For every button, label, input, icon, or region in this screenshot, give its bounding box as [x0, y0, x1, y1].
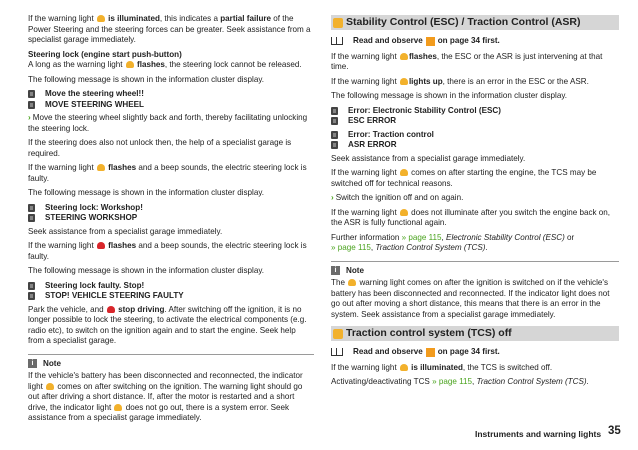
footer-title: Instruments and warning lights: [475, 429, 602, 439]
para-seek-assistance: Seek assistance from a specialist garage immediately.: [28, 226, 223, 236]
right-column: [331, 15, 619, 392]
arrow-bullet-icon: ›: [28, 113, 31, 122]
page-link[interactable]: » page 115: [331, 243, 371, 252]
power-steering-warning-icon: [97, 15, 105, 22]
message-line-mfd: Steering lock: Workshop!: [28, 203, 314, 214]
para-tcs-illuminated: If the warning light is illuminated, the TCS is switched off.: [331, 362, 553, 372]
note-heading: i Note: [28, 359, 314, 370]
stop-warning-icon: [107, 306, 115, 313]
steering-red-warning-icon: [97, 242, 105, 249]
display-icon: [28, 204, 35, 212]
message-line-maxidot: STEERING WORKSHOP: [28, 213, 314, 224]
steering-warning-icon: [126, 61, 134, 68]
message-line-mfd: Error: Traction control: [331, 130, 619, 141]
para-message-intro: The following message is shown in the information cluster display.: [331, 91, 568, 100]
para-message-intro: The following message is shown in the information cluster display.: [28, 74, 265, 84]
message-line-mfd: Steering lock faulty. Stop!: [28, 281, 314, 292]
para-esc-lights: If the warning light lights up, there is an error in the ESC or the ASR.: [331, 76, 589, 86]
message-line-maxidot: ASR ERROR: [331, 140, 619, 151]
esc-warning-icon: [400, 209, 408, 216]
message-line-maxidot: MOVE STEERING WHEEL: [28, 100, 314, 111]
message-line-mfd: Move the steering wheel!!: [28, 89, 314, 100]
caution-icon: [426, 37, 435, 46]
display-icon: [331, 107, 338, 115]
read-observe-line: Read and observe on page 34 first.: [331, 36, 619, 47]
display-icon: [331, 117, 338, 125]
steering-warning-icon: [97, 164, 105, 171]
info-icon: i: [28, 359, 37, 368]
note-divider: [331, 261, 619, 262]
esc-warning-icon: [348, 279, 356, 286]
para-lock-flashes: A long as the warning light flashes, the steering lock cannot be released.: [28, 60, 302, 69]
para-message-intro-3: The following message is shown in the information cluster display.: [28, 266, 265, 275]
para-tcs-off-technical: If the warning light comes on after starting the engine, the TCS may be switched off for technical reasons.: [331, 168, 597, 188]
para-partial-failure: If the warning light is illuminated, this indicates a partial failure of the Power Steering and the steering forces can be greater. Seek assistance from a specialist garage immediately.: [28, 14, 311, 44]
page-link[interactable]: » page 115: [432, 377, 472, 386]
display-icon: [28, 282, 35, 290]
display-icon: [331, 141, 338, 149]
para-further-info: Further information » page 115, Electronic Stability Control (ESC) or » page 115, Traction Control System (TCS).: [331, 232, 575, 252]
page-number: 35: [608, 425, 621, 437]
section-header-tcs-off: Traction control system (TCS) off: [331, 326, 619, 341]
instruction-ignition: › Switch the ignition off and on again.: [331, 193, 464, 202]
tcs-off-icon: [333, 329, 343, 339]
arrow-bullet-icon: ›: [331, 193, 334, 202]
para-message-intro-2: The following message is shown in the information cluster display.: [28, 188, 265, 197]
page-link[interactable]: » page 115: [401, 232, 442, 242]
esc-warning-icon: [400, 78, 408, 85]
instruction-move-wheel: › Move the steering wheel slightly back and forth, thereby facilitating unlocking the steering lock.: [28, 113, 308, 133]
esc-warning-icon: [333, 18, 343, 28]
para-esc-flashes: If the warning light flashes, the ESC or the ASR is just intervening at that time.: [331, 51, 603, 71]
esc-warning-icon: [400, 169, 408, 176]
indicator-warning-icon: [46, 383, 54, 390]
heading-steering-lock: Steering lock (engine start push-button): [28, 49, 182, 59]
para-stop-driving: Park the vehicle, and stop driving. After switching off the ignition, it is no longer possible to lock the steering, to activate the electrical components (e.g. radio etc), to switch on the ignition again and to start the engine. Seek help from a specialist garage.: [28, 304, 307, 345]
section-header-esc-asr: Stability Control (ESC) / Traction Control (ASR): [331, 15, 619, 30]
message-line-maxidot: ESC ERROR: [331, 116, 619, 127]
para-asr-functional: If the warning light does not illuminate after you switch the engine back on, the ASR is fully functional again.: [331, 207, 611, 227]
message-line-mfd: Error: Electronic Stability Control (ESC): [331, 106, 619, 117]
esc-warning-icon: [400, 53, 408, 60]
read-observe-line: Read and observe on page 34 first.: [331, 347, 619, 358]
info-icon: i: [331, 266, 340, 275]
para-specialist-help: If the steering does also not unlock then, the help of a specialist garage is required.: [28, 138, 292, 158]
display-icon: [28, 292, 35, 300]
note-heading: i Note: [331, 266, 619, 277]
display-icon: [28, 214, 35, 222]
display-icon: [28, 90, 35, 98]
left-column: [28, 14, 314, 428]
display-icon: [28, 101, 35, 109]
note-divider: [28, 354, 314, 355]
para-lock-faulty: If the warning light flashes and a beep sounds, the electric steering lock is faulty.: [28, 163, 307, 183]
note-text: The warning light comes on after the ignition is switched on if the vehicle's battery has been disconnected and reconnected. If the indicator light does not go out after moving a short distance, this means that there is an error in the system. Seek assistance from a specialist garage immediately.: [331, 278, 610, 319]
caution-icon: [426, 348, 435, 357]
book-icon: [331, 37, 343, 45]
display-icon: [331, 131, 338, 139]
para-activate-tcs: Activating/deactivating TCS » page 115, Traction Control System (TCS).: [331, 377, 589, 386]
message-line-maxidot: STOP! VEHICLE STEERING FAULTY: [28, 291, 314, 302]
book-icon: [331, 348, 343, 356]
para-lock-faulty-red: If the warning light flashes and a beep sounds, the electric steering lock is faulty.: [28, 241, 307, 261]
para-seek-assistance: Seek assistance from a specialist garage immediately.: [331, 153, 526, 163]
tcs-off-icon: [400, 364, 408, 371]
note-text: If the vehicle's battery has been disconnected and reconnected, the indicator light comes on after switching on the ignition. The warning light should go out after driving a short distance. If, after the motor is restarted and a short drive, the indicator light does not go out, there is a system error. Seek assistance from a specialist garage immediately.: [28, 371, 303, 422]
indicator-warning-icon: [114, 404, 122, 411]
